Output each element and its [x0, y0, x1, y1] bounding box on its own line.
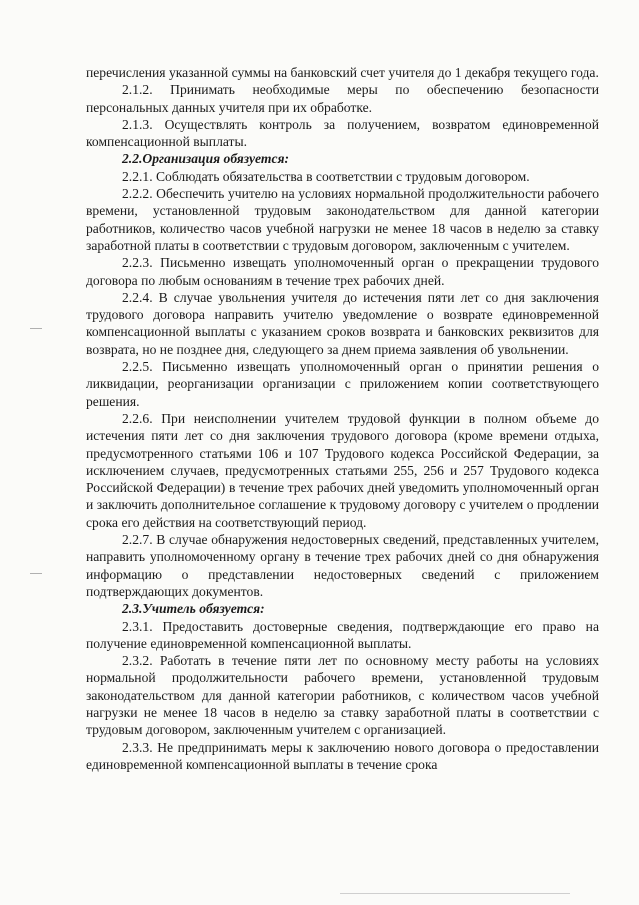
- scan-edge-line: [340, 893, 570, 894]
- clause-2-1-2: 2.1.2. Принимать необходимые меры по обеспечению безопасности персональных данных учителя при их обработке.: [86, 82, 599, 115]
- clause-2-2-1: 2.2.1. Соблюдать обязательства в соответствии с трудовым договором.: [122, 168, 530, 184]
- clause-2-2-4: 2.2.4. В случае увольнения учителя до истечения пяти лет со дня заключения трудового договора направить учителю уведомление о возврате единовременной компенсационной выплаты с указанием сроков возврата и банковских реквизитов для возврата, но не позднее дня, следующего за днем приема заявления об увольнении.: [86, 289, 599, 357]
- clause-2-2-6: 2.2.6. При неисполнении учителем трудовой функции в полном объеме до истечения пяти лет со дня заключения трудового договора (кроме времени отдыха, предусмотренного статьями 106 и 107 Трудового кодекса Российской Федерации, за исключением случаев, предусмотренных статьями 255, 256 и 257 Трудового кодекса Российской Федерации) в течение трех рабочих дней уведомить уполномоченный орган и заключить дополнительное соглашение к трудовому договору с учителем о продлении срока его действия на соответствующий период.: [86, 410, 599, 530]
- clause-2-1-3: 2.1.3. Осуществлять контроль за получением, возвратом единовременной компенсационной выплаты.: [86, 116, 599, 150]
- clause-2-2-5: 2.2.5. Письменно извещать уполномоченный орган о принятии решения о ликвидации, реорганизации организации с приложением копии соответствующего решения.: [86, 359, 599, 409]
- margin-mark: [30, 328, 42, 329]
- clause-2-2-2: 2.2.2. Обеспечить учителю на условиях нормальной продолжительности рабочего времени, установленной трудовым законодательством для данной категории работников, количество часов учебной нагрузки не менее 18 часов в неделю за ставку заработной платы в соответствии с трудовым договором, заключенным с учителем.: [86, 186, 599, 253]
- margin-mark: [30, 573, 42, 574]
- section-heading-2-2: 2.2.Организация обязуется:: [122, 151, 290, 167]
- clause-2-3-1: 2.3.1. Предоставить достоверные сведения, подтверждающие его право на получение единовременной компенсационной выплаты.: [86, 618, 599, 651]
- clause-2-2-7: 2.2.7. В случае обнаружения недостоверных сведений, представленных учителем, направить уполномоченному органу в течение трех рабочих дней со дня обнаружения информацию о представлении недостоверных сведений с приложением подтверждающих документов.: [86, 532, 599, 599]
- clause-2-2-3: 2.2.3. Письменно извещать уполномоченный орган о прекращении трудового договора по любым основаниям в течение трех рабочих дней.: [86, 255, 599, 288]
- paragraph: перечисления указанной суммы на банковский счет учителя до 1 декабря текущего года.: [86, 65, 599, 80]
- clause-2-3-3: 2.3.3. Не предпринимать меры к заключению нового договора о предоставлении единовременной компенсационной выплаты в течение срока: [86, 739, 599, 772]
- document-page: [86, 64, 599, 773]
- section-heading-2-3: 2.3.Учитель обязуется:: [122, 601, 265, 617]
- clause-2-3-2: 2.3.2. Работать в течение пяти лет по основному месту работы на условиях нормальной продолжительности рабочего времени, установленной трудовым законодательством для данной категории работников, с количеством часов учебной нагрузки не менее 18 часов в неделю за ставку заработной платы в соответствии с трудовым договором, заключенным учителем с организацией.: [86, 653, 599, 738]
